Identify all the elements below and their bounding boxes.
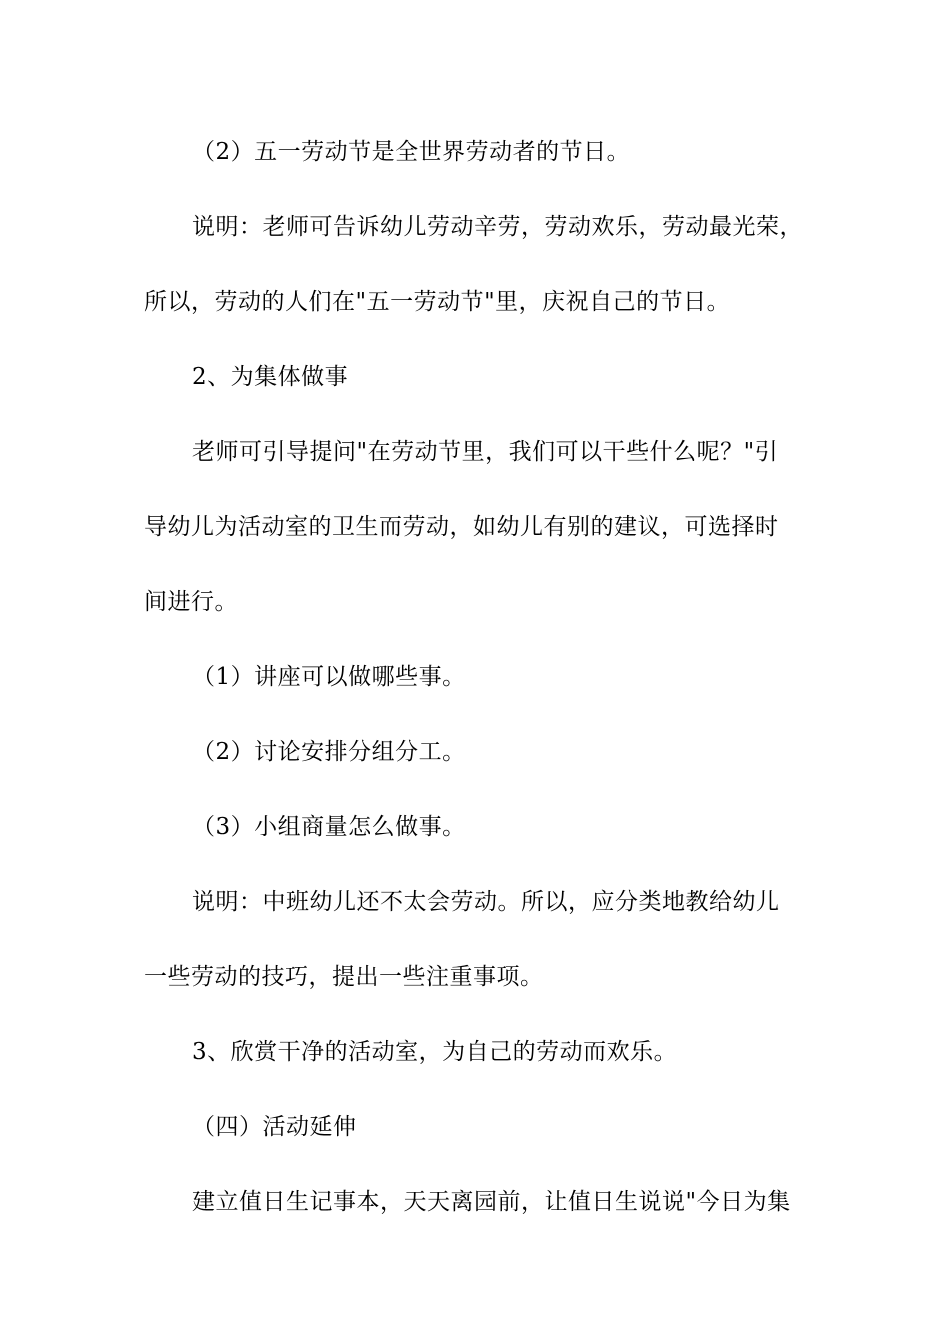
- list-item: （3）小组商量怎么做事。: [192, 814, 466, 840]
- paragraph-line: 说明：老师可告诉幼儿劳动辛劳，劳动欢乐，劳动最光荣，: [192, 214, 803, 240]
- list-item: （1）讲座可以做哪些事。: [192, 664, 466, 690]
- paragraph-line: 一些劳动的技巧，提出一些注重事项。: [144, 964, 544, 990]
- paragraph-line: 导幼儿为活动室的卫生而劳动，如幼儿有别的建议，可选择时: [144, 514, 779, 540]
- paragraph-line: 所以，劳动的人们在"五一劳动节"里，庆祝自己的节日。: [144, 289, 731, 315]
- paragraph-line: 老师可引导提问"在劳动节里，我们可以干些什么呢？"引: [192, 439, 779, 465]
- paragraph-line: 间进行。: [144, 589, 238, 615]
- paragraph-line: 说明：中班幼儿还不太会劳动。所以，应分类地教给幼儿: [192, 889, 780, 915]
- section-heading: 3、欣赏干净的活动室，为自己的劳动而欢乐。: [192, 1039, 678, 1065]
- list-item: （2）讨论安排分组分工。: [192, 739, 466, 765]
- section-heading: 2、为集体做事: [192, 364, 349, 390]
- paragraph-line: （2）五一劳动节是全世界劳动者的节日。: [192, 139, 631, 165]
- section-heading: （四）活动延伸: [192, 1114, 357, 1140]
- paragraph-line: 建立值日生记事本，天天离园前，让值日生说说"今日为集: [192, 1189, 791, 1215]
